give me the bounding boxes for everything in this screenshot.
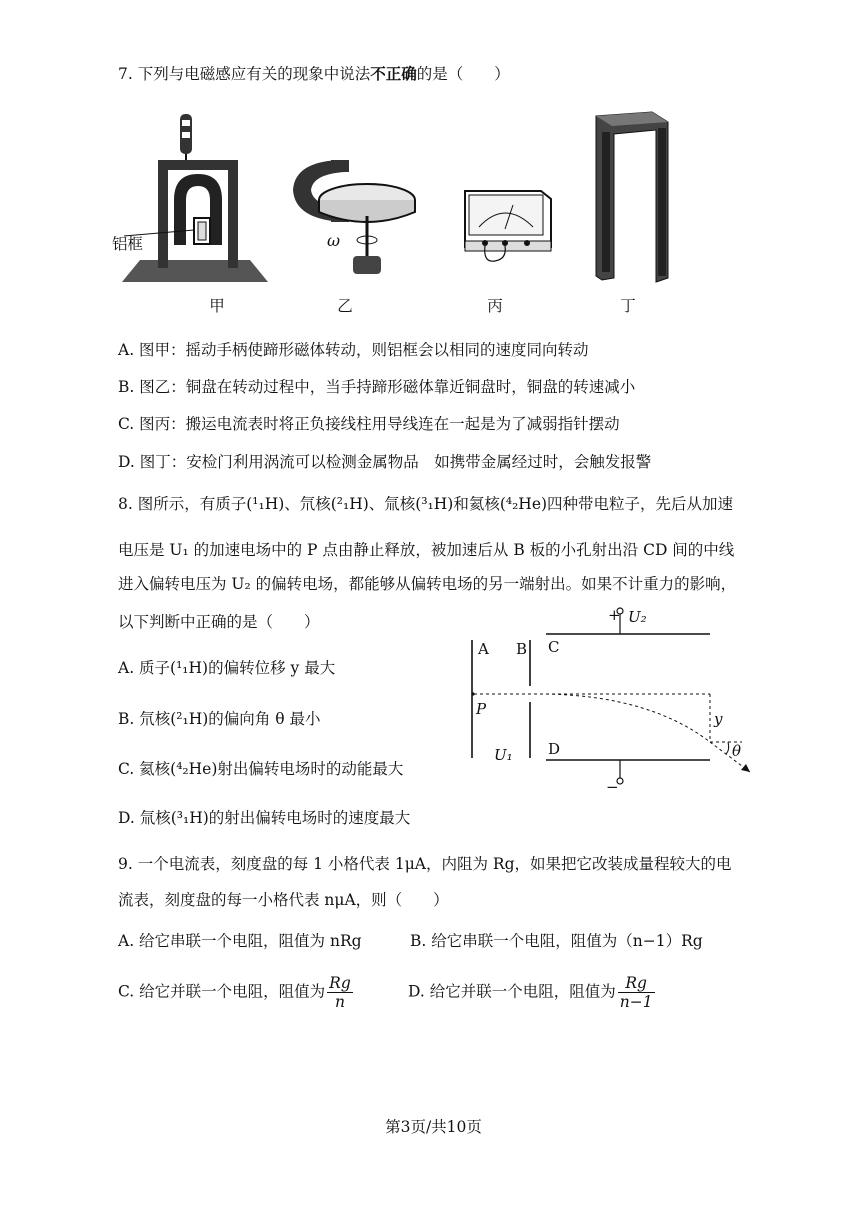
label-y: y bbox=[714, 710, 723, 728]
q9-option-d-fraction bbox=[618, 974, 655, 1011]
q9-option-d-text: D. 给它并联一个电阻，阻值为 bbox=[408, 982, 616, 1001]
q9-option-d bbox=[408, 974, 657, 1011]
deflection-diagram bbox=[460, 600, 760, 795]
figure-bing bbox=[455, 185, 555, 275]
omega-label: ω bbox=[327, 231, 341, 250]
q9-option-c-numerator: Rg bbox=[329, 974, 351, 992]
q7-stem bbox=[118, 62, 510, 84]
q8-option-a: A. 质子(¹₁H)的偏转位移 y 最大 bbox=[118, 659, 336, 677]
q9-line1: 9. 一个电流表，刻度盘的每 1 小格代表 1μA，内阻为 Rg，如果把它改装成量程较大的电 bbox=[118, 855, 732, 873]
label-d: D bbox=[548, 740, 561, 758]
label-p: P bbox=[476, 700, 487, 718]
label-a: A bbox=[478, 640, 489, 658]
q9-option-c-fraction bbox=[327, 974, 353, 1011]
q7-option-c: C. 图丙：搬运电流表时将正负接线柱用导线连在一起是为了减弱指针摆动 bbox=[118, 415, 620, 433]
q9-option-c-denominator: n bbox=[334, 993, 345, 1011]
q9-option-c bbox=[118, 974, 355, 1011]
figure-yi bbox=[285, 150, 425, 280]
label-c: C bbox=[548, 638, 560, 656]
label-b: B bbox=[516, 640, 528, 658]
q8-option-c: C. 氦核(⁴₂He)射出偏转电场时的动能最大 bbox=[118, 760, 404, 778]
q7-label-lv-kuang: 铝框 bbox=[112, 235, 144, 253]
q8-line1: 8. 图所示，有质子(¹₁H)、氘核(²₁H)、氚核(³₁H)和氦核(⁴₂He)四种带电粒子，先后从加速 bbox=[118, 495, 734, 513]
trajectory bbox=[546, 694, 710, 742]
q9-option-c-text: C. 给它并联一个电阻，阻值为 bbox=[118, 982, 326, 1001]
q7-option-a: A. 图甲：摇动手柄使蹄形磁体转动，则铝框会以相同的速度同向转动 bbox=[118, 341, 589, 359]
u1-label: U₁ bbox=[494, 746, 513, 764]
q8-line3: 进入偏转电压为 U₂ 的偏转电场，都能够从偏转电场的另一端射出。如果不计重力的影响， bbox=[118, 575, 737, 593]
figure-jia bbox=[110, 110, 275, 285]
q7-option-b: B. 图乙：铜盘在转动过程中，当手持蹄形磁体靠近铜盘时，铜盘的转速减小 bbox=[118, 378, 636, 396]
u2-label: U₂ bbox=[628, 608, 647, 626]
q8-option-b: B. 氘核(²₁H)的偏向角 θ 最小 bbox=[118, 710, 321, 728]
q9-option-d-denominator: n−1 bbox=[619, 993, 653, 1011]
figure-label-bing: 丙 bbox=[487, 297, 503, 315]
q9-line2: 流表，刻度盘的每一小格代表 nμA，则（ ） bbox=[118, 891, 449, 909]
figure-label-yi: 乙 bbox=[337, 297, 353, 315]
q8-option-d: D. 氚核(³₁H)的射出偏转电场时的速度最大 bbox=[118, 809, 411, 827]
page-footer: 第3页/共10页 bbox=[385, 1118, 482, 1136]
figure-label-jia: 甲 bbox=[209, 297, 225, 315]
q7-stem-bold: 不正确 bbox=[370, 64, 417, 83]
figure-label-ding: 丁 bbox=[620, 297, 636, 315]
q9-option-d-numerator: Rg bbox=[618, 974, 655, 993]
label-theta: θ bbox=[732, 742, 742, 760]
q7-stem-post: 的是（ ） bbox=[416, 65, 510, 83]
q9-option-b: B. 给它串联一个电阻，阻值为（n−1）Rg bbox=[410, 932, 703, 950]
q7-option-d: D. 图丁：安检门利用涡流可以检测金属物品 如携带金属经过时，会触发报警 bbox=[118, 453, 652, 471]
u2-minus-sign: − bbox=[606, 778, 619, 795]
q8-line4: 以下判断中正确的是（ ） bbox=[118, 613, 320, 631]
u2-plus-sign: + bbox=[608, 606, 621, 624]
q7-stem-pre: 7. 下列与电磁感应有关的现象中说法 bbox=[118, 65, 371, 83]
q9-option-a: A. 给它串联一个电阻，阻值为 nRg bbox=[118, 932, 362, 950]
figure-ding bbox=[592, 108, 672, 283]
q8-line2: 电压是 U₁ 的加速电场中的 P 点由静止释放，被加速后从 B 板的小孔射出沿 CD 间的中线 bbox=[118, 541, 735, 559]
